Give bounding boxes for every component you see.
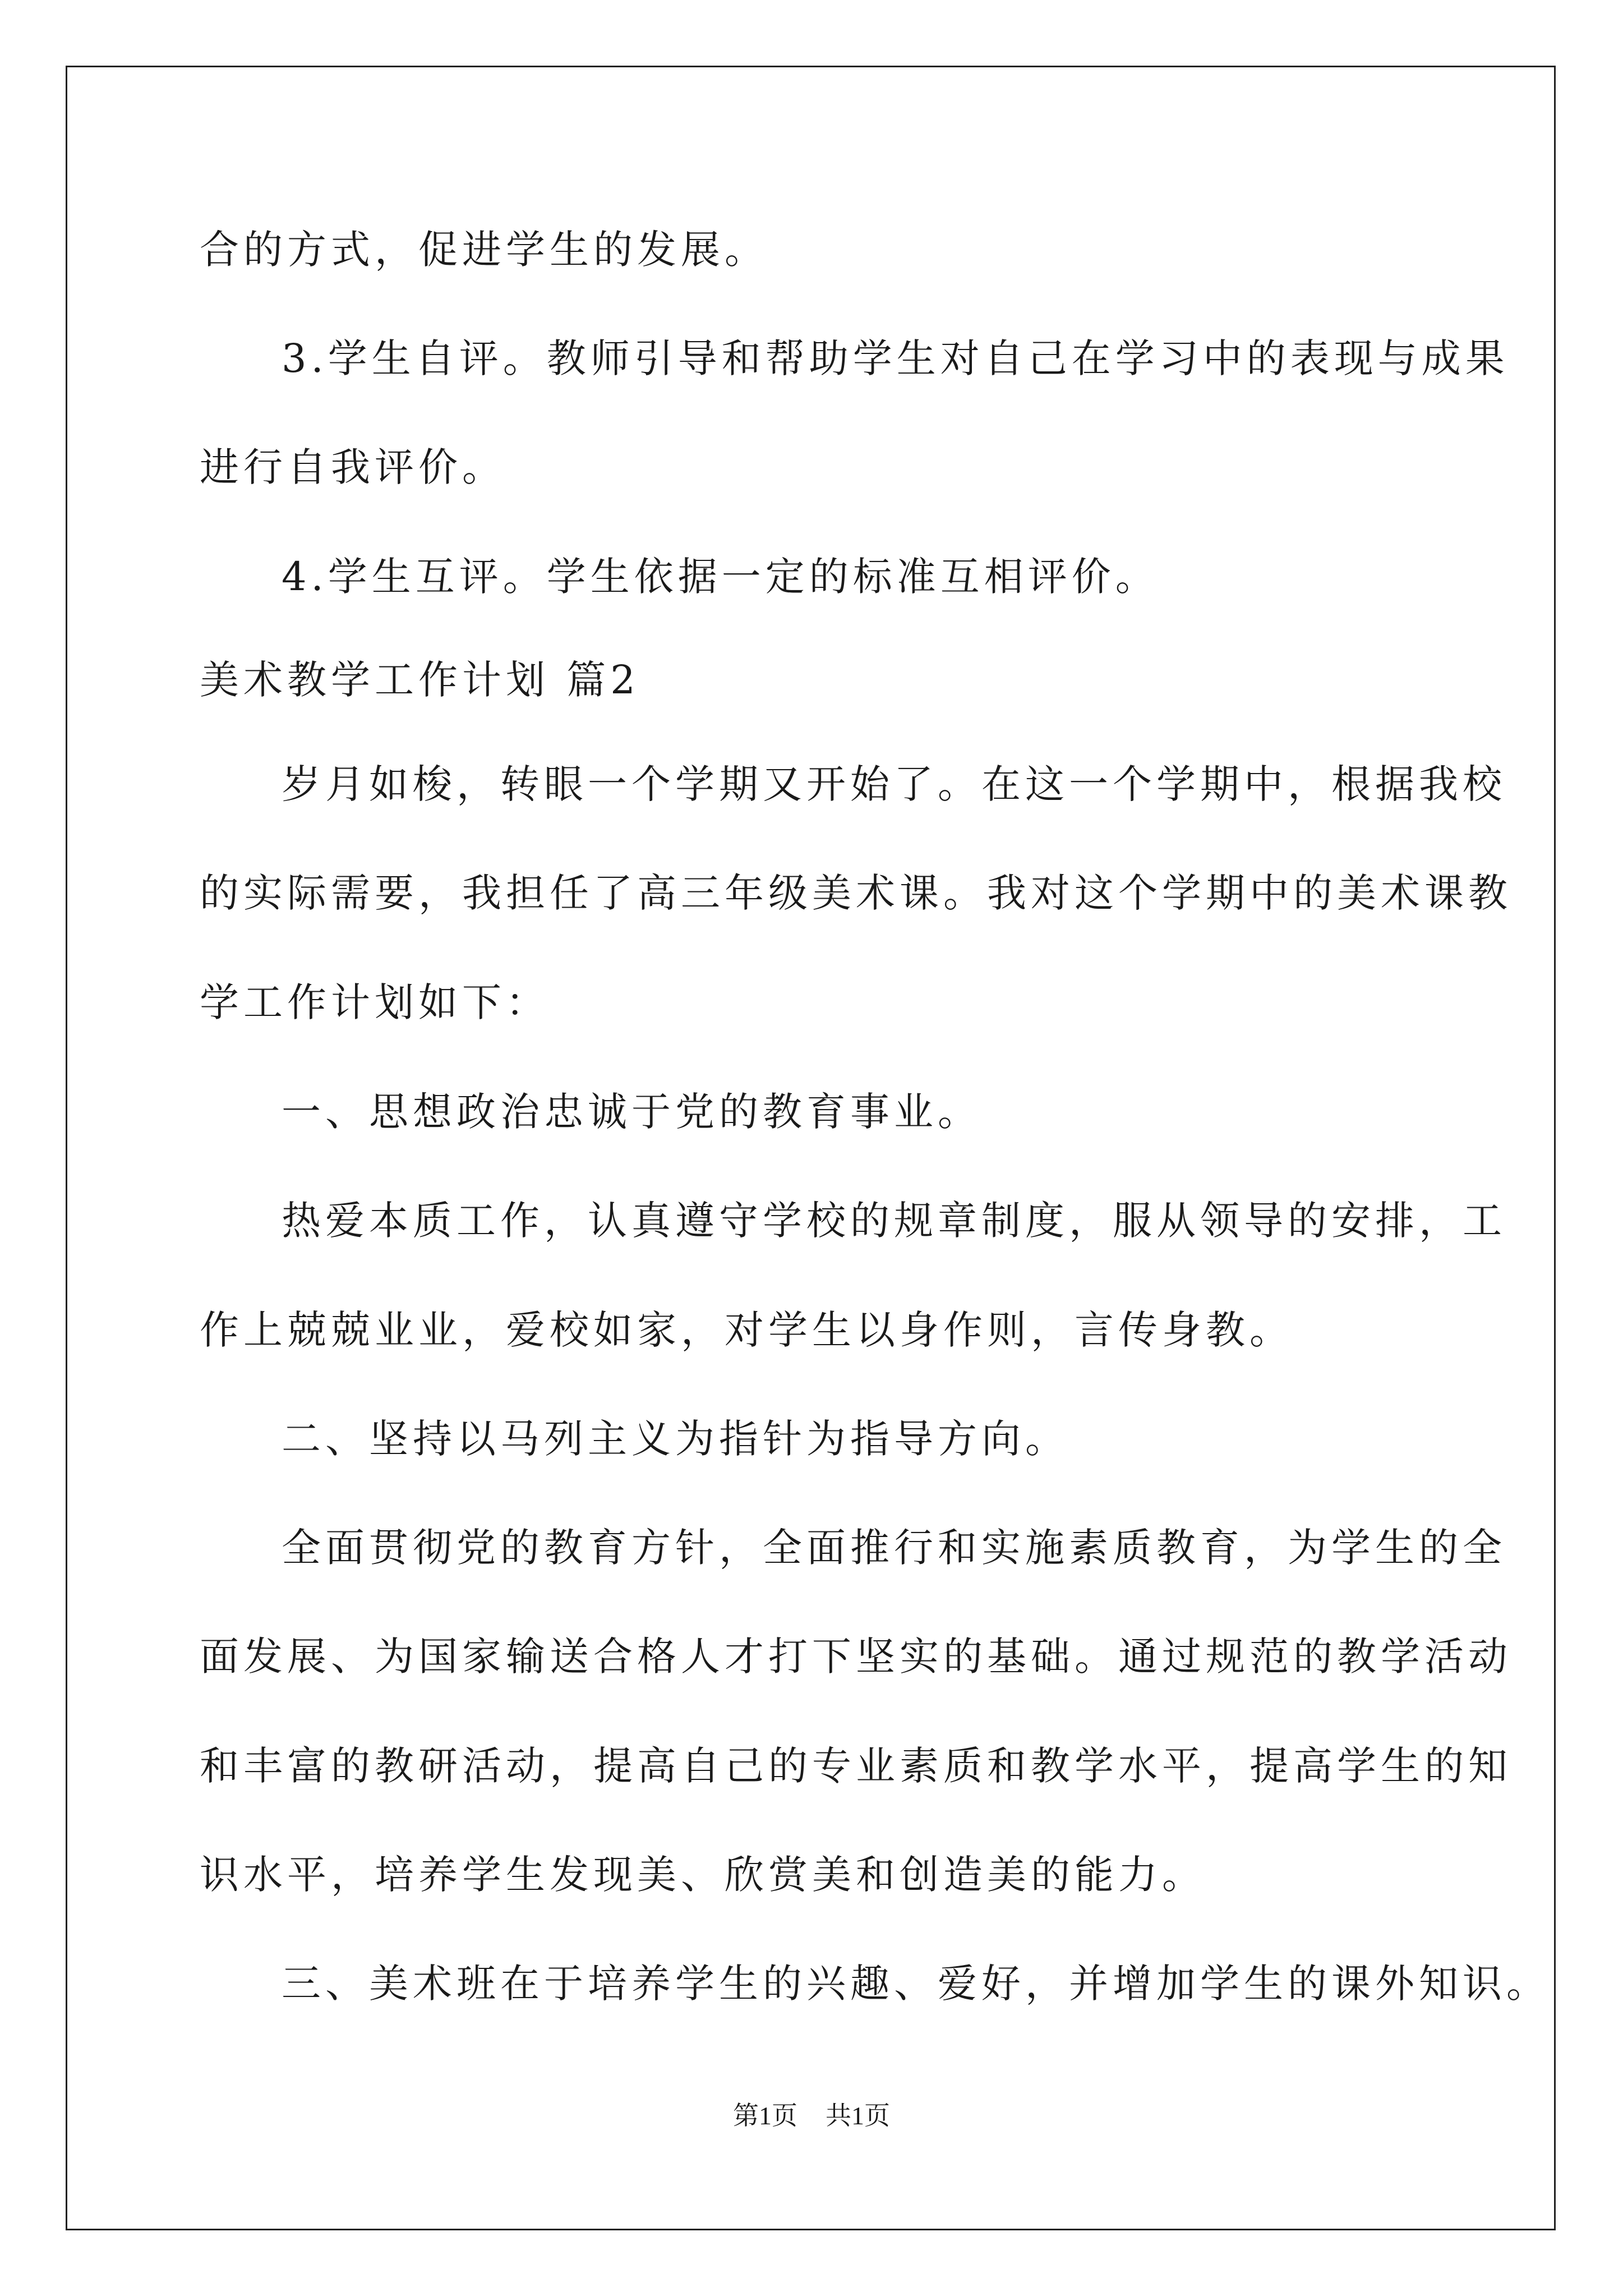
paragraph-line: 的实际需要，我担任了高三年级美术课。我对这个学期中的美术课教 [200,870,1512,916]
paragraph-line: 岁月如梭，转眼一个学期又开始了。在这一个学期中，根据我校 [282,761,1506,807]
paragraph-line: 进行自我评价。 [200,444,506,490]
paragraph-line: 全面贯彻党的教育方针，全面推行和实施素质教育，为学生的全 [282,1525,1506,1571]
paragraph-line: 热爱本质工作，认真遵守学校的规章制度，服从领导的安排，工 [282,1198,1506,1244]
paragraph-line: 识水平，培养学生发现美、欣赏美和创造美的能力。 [200,1852,1206,1898]
paragraph-line: 和丰富的教研活动，提高自己的专业素质和教学水平，提高学生的知 [200,1743,1512,1789]
paragraph-line: 3.学生自评。教师引导和帮助学生对自己在学习中的表现与成果 [282,335,1509,381]
paragraph-line: 二、坚持以马列主义为指针为指导方向。 [282,1416,1069,1462]
paragraph-line: 4.学生互评。学生依据一定的标准互相评价。 [282,554,1159,600]
page-total: 共1页 [826,2101,890,2130]
paragraph-line: 一、思想政治忠诚于党的教育事业。 [282,1089,981,1135]
paragraph-line: 学工作计划如下： [200,979,550,1025]
paragraph-line: 作上兢兢业业，爱校如家，对学生以身作则，言传身教。 [200,1307,1293,1353]
page-border [66,66,1556,2230]
paragraph-line: 合的方式，促进学生的发展。 [200,227,768,273]
section-heading: 美术教学工作计划 篇2 [200,657,640,703]
paragraph-line: 三、美术班在于培养学生的兴趣、爱好，并增加学生的课外知识。 [282,1961,1550,2007]
page-number: 第1页 [733,2101,797,2130]
page-footer [0,2099,1623,2133]
paragraph-line: 面发展、为国家输送合格人才打下坚实的基础。通过规范的教学活动 [200,1634,1512,1680]
